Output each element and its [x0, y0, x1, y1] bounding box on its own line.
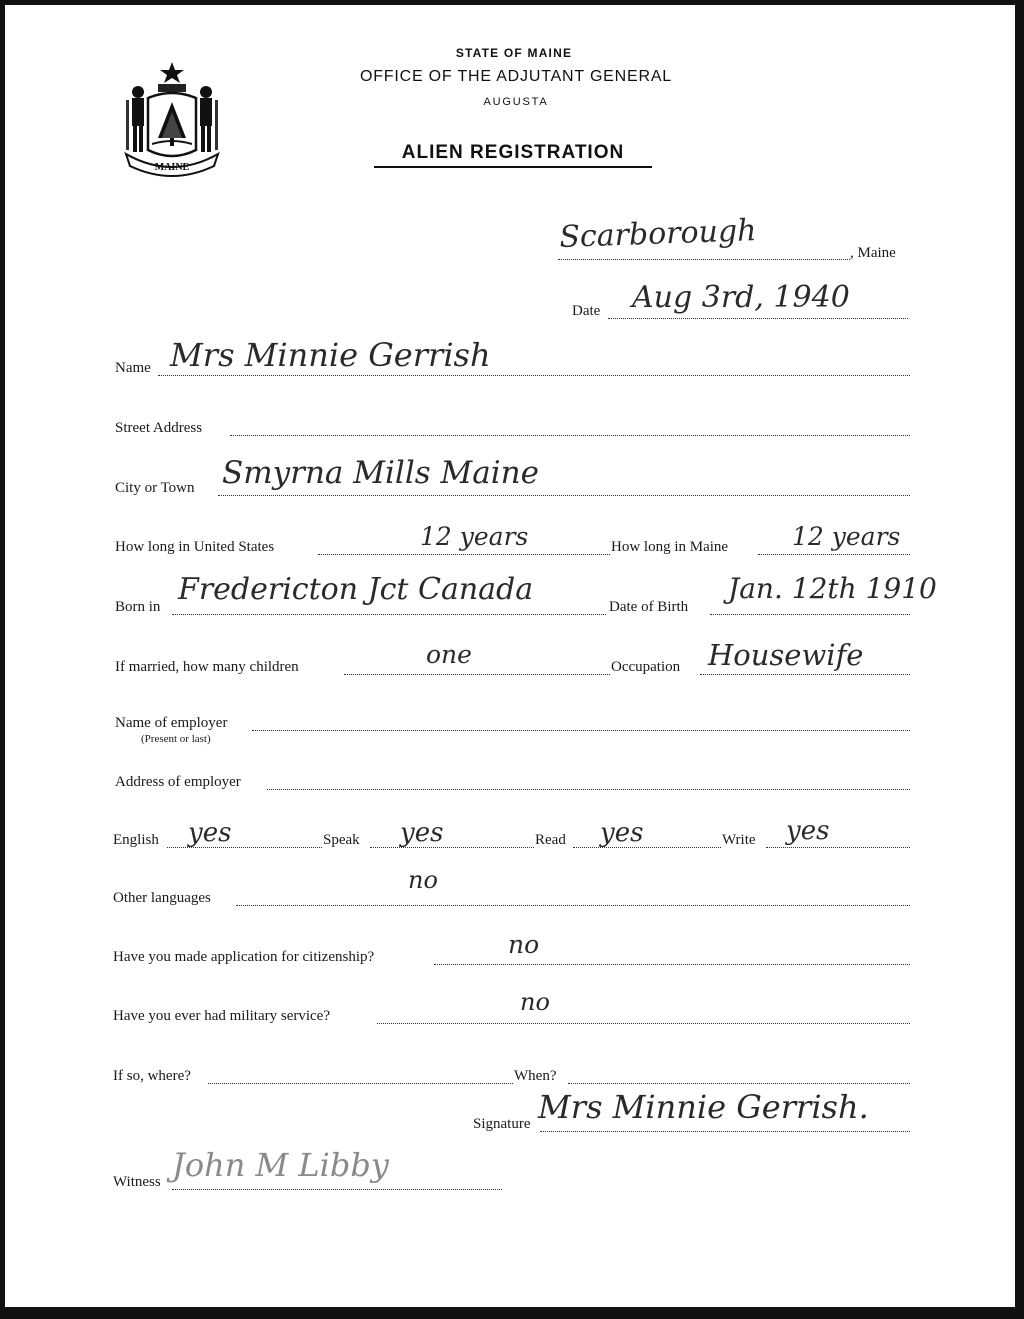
english-value: yes: [188, 818, 232, 848]
other-languages-label: Other languages: [113, 890, 211, 906]
children-value: one: [426, 640, 472, 669]
read-line: [573, 847, 721, 848]
name-line: [158, 375, 910, 376]
how-long-maine-label: How long in Maine: [611, 539, 729, 555]
how-long-maine-value: 12 years: [792, 522, 901, 551]
speak-label: Speak: [323, 832, 360, 848]
signature-line: [540, 1131, 910, 1132]
signature-value: Mrs Minnie Gerrish.: [538, 1088, 869, 1126]
other-languages-line: [236, 905, 910, 906]
name-label: Name: [115, 360, 151, 376]
write-line: [766, 847, 910, 848]
children-label: If married, how many children: [115, 659, 299, 675]
english-label: English: [113, 832, 159, 848]
name-value: Mrs Minnie Gerrish: [170, 336, 491, 374]
write-label: Write: [722, 832, 756, 848]
born-in-line: [172, 614, 606, 615]
where-label: If so, where?: [113, 1068, 191, 1084]
born-in-label: Born in: [115, 599, 161, 615]
state-heading: STATE OF MAINE: [455, 46, 573, 60]
citizenship-label: Have you made application for citizenship?: [113, 949, 375, 965]
how-long-maine-line: [758, 554, 910, 555]
date-of-birth-value: Jan. 12th 1910: [728, 572, 937, 605]
military-line: [377, 1023, 910, 1024]
signature-label: Signature: [473, 1116, 531, 1132]
where-line: [208, 1083, 513, 1084]
write-value: yes: [786, 816, 830, 846]
occupation-line: [700, 674, 910, 675]
employer-sublabel: (Present or last): [141, 733, 211, 745]
date-of-birth-line: [710, 614, 910, 615]
date-label: Date: [572, 303, 601, 319]
how-long-us-value: 12 years: [420, 522, 529, 551]
witness-value: John M Libby: [172, 1146, 389, 1184]
city-line: [218, 495, 910, 496]
when-label: When?: [514, 1068, 557, 1084]
form-title: ALIEN REGISTRATION: [401, 142, 625, 163]
street-label: Street Address: [115, 420, 203, 436]
date-line: [608, 318, 908, 319]
city-label: City or Town: [115, 480, 195, 496]
other-languages-value: no: [408, 866, 438, 894]
street-line: [230, 435, 910, 436]
citizenship-line: [434, 964, 910, 965]
city-value: Smyrna Mills Maine: [222, 455, 539, 491]
place-suffix: , Maine: [850, 245, 896, 261]
read-label: Read: [535, 832, 566, 848]
speak-value: yes: [400, 818, 444, 848]
place-line: [558, 259, 850, 260]
witness-line: [172, 1189, 502, 1190]
citizenship-value: no: [508, 930, 540, 959]
employer-address-line: [267, 789, 910, 790]
how-long-us-label: How long in United States: [115, 539, 275, 555]
speak-line: [370, 847, 534, 848]
place-value: Scarborough: [558, 213, 757, 255]
date-value: Aug 3rd, 1940: [632, 280, 850, 315]
seal-label: MAINE: [154, 162, 190, 173]
office-heading: OFFICE OF THE ADJUTANT GENERAL: [359, 68, 673, 85]
city-heading: AUGUSTA: [483, 96, 549, 108]
born-in-value: Fredericton Jct Canada: [178, 572, 534, 607]
children-line: [344, 674, 610, 675]
occupation-label: Occupation: [611, 659, 681, 675]
how-long-us-line: [318, 554, 610, 555]
employer-line: [252, 730, 910, 731]
form-title-block: [374, 142, 652, 168]
date-of-birth-label: Date of Birth: [609, 599, 689, 615]
when-line: [568, 1083, 910, 1084]
employer-address-label: Address of employer: [115, 774, 241, 790]
employer-label: Name of employer: [115, 715, 228, 731]
read-value: yes: [600, 818, 644, 848]
military-label: Have you ever had military service?: [113, 1008, 330, 1024]
military-value: no: [520, 988, 550, 1016]
witness-label: Witness: [113, 1174, 161, 1190]
occupation-value: Housewife: [708, 638, 864, 672]
